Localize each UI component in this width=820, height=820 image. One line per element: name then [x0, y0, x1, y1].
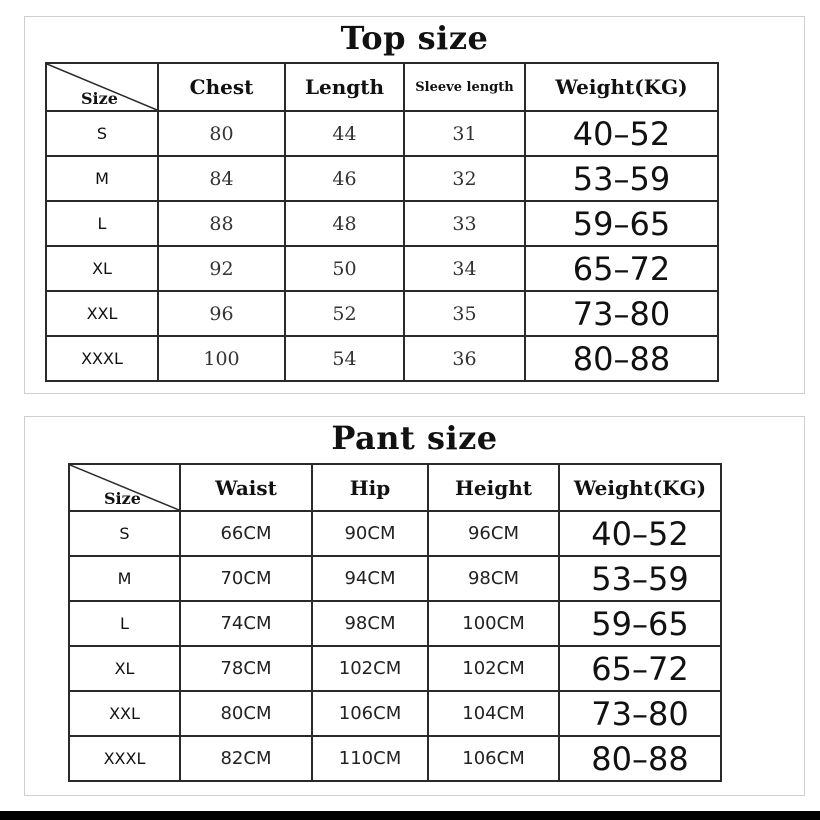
weight-cell: 65–72 — [525, 246, 718, 291]
weight-cell: 40–52 — [525, 111, 718, 156]
waist-header: Waist — [180, 464, 312, 511]
size-cell: M — [46, 156, 158, 201]
size-cell: XL — [69, 646, 180, 691]
hip-cell: 90CM — [312, 511, 428, 556]
size-cell: XXL — [46, 291, 158, 336]
weight-cell: 80–88 — [559, 736, 721, 781]
height-cell: 100CM — [428, 601, 559, 646]
size-corner-header — [69, 464, 180, 511]
chest-cell: 88 — [158, 201, 285, 246]
weight-cell: 59–65 — [559, 601, 721, 646]
table-row — [69, 646, 721, 691]
table-row — [46, 291, 718, 336]
size-corner-header — [46, 63, 158, 111]
chest-cell: 100 — [158, 336, 285, 381]
table-row — [69, 601, 721, 646]
size-cell: S — [46, 111, 158, 156]
table-row — [69, 736, 721, 781]
table-row — [46, 111, 718, 156]
weight-cell: 73–80 — [559, 691, 721, 736]
hip-cell: 106CM — [312, 691, 428, 736]
size-cell: L — [69, 601, 180, 646]
size-cell: S — [69, 511, 180, 556]
waist-cell: 80CM — [180, 691, 312, 736]
table-row — [46, 336, 718, 381]
sleeve-cell: 31 — [404, 111, 525, 156]
pant-size-table — [68, 463, 722, 782]
pant-size-title: Pant size — [331, 419, 498, 457]
waist-cell: 66CM — [180, 511, 312, 556]
chest-cell: 80 — [158, 111, 285, 156]
top-size-panel — [24, 16, 805, 394]
chest-header: Chest — [158, 63, 285, 111]
pant-size-panel — [24, 416, 805, 796]
table-row — [69, 511, 721, 556]
height-cell: 106CM — [428, 736, 559, 781]
table-header-row — [46, 63, 718, 111]
sleeve-cell: 35 — [404, 291, 525, 336]
length-cell: 50 — [285, 246, 404, 291]
weight-cell: 59–65 — [525, 201, 718, 246]
sleeve-cell: 32 — [404, 156, 525, 201]
length-cell: 48 — [285, 201, 404, 246]
table-row — [69, 691, 721, 736]
hip-cell: 102CM — [312, 646, 428, 691]
waist-cell: 70CM — [180, 556, 312, 601]
sleeve-cell: 33 — [404, 201, 525, 246]
size-corner-label: Size — [104, 489, 141, 508]
weight-header: Weight(KG) — [559, 464, 721, 511]
hip-cell: 110CM — [312, 736, 428, 781]
height-header: Height — [428, 464, 559, 511]
size-cell: XXXL — [46, 336, 158, 381]
weight-cell: 40–52 — [559, 511, 721, 556]
waist-cell: 82CM — [180, 736, 312, 781]
weight-cell: 53–59 — [525, 156, 718, 201]
height-cell: 96CM — [428, 511, 559, 556]
sleeve-length-header: Sleeve length — [404, 63, 525, 111]
size-cell: L — [46, 201, 158, 246]
length-header: Length — [285, 63, 404, 111]
height-cell: 102CM — [428, 646, 559, 691]
height-cell: 104CM — [428, 691, 559, 736]
chest-cell: 84 — [158, 156, 285, 201]
weight-cell: 53–59 — [559, 556, 721, 601]
weight-cell: 80–88 — [525, 336, 718, 381]
size-cell: M — [69, 556, 180, 601]
table-row — [46, 201, 718, 246]
size-corner-label: Size — [81, 89, 118, 108]
size-cell: XXL — [69, 691, 180, 736]
length-cell: 52 — [285, 291, 404, 336]
weight-header: Weight(KG) — [525, 63, 718, 111]
table-row — [46, 246, 718, 291]
table-header-row — [69, 464, 721, 511]
length-cell: 46 — [285, 156, 404, 201]
table-row — [46, 156, 718, 201]
waist-cell: 78CM — [180, 646, 312, 691]
waist-cell: 74CM — [180, 601, 312, 646]
hip-header: Hip — [312, 464, 428, 511]
size-cell: XXXL — [69, 736, 180, 781]
chest-cell: 96 — [158, 291, 285, 336]
table-row — [69, 556, 721, 601]
weight-cell: 65–72 — [559, 646, 721, 691]
chest-cell: 92 — [158, 246, 285, 291]
hip-cell: 98CM — [312, 601, 428, 646]
top-size-table — [45, 62, 719, 382]
height-cell: 98CM — [428, 556, 559, 601]
bottom-black-bar — [0, 811, 820, 820]
sleeve-cell: 36 — [404, 336, 525, 381]
length-cell: 54 — [285, 336, 404, 381]
hip-cell: 94CM — [312, 556, 428, 601]
size-cell: XL — [46, 246, 158, 291]
top-size-title: Top size — [340, 19, 489, 57]
sleeve-cell: 34 — [404, 246, 525, 291]
weight-cell: 73–80 — [525, 291, 718, 336]
length-cell: 44 — [285, 111, 404, 156]
